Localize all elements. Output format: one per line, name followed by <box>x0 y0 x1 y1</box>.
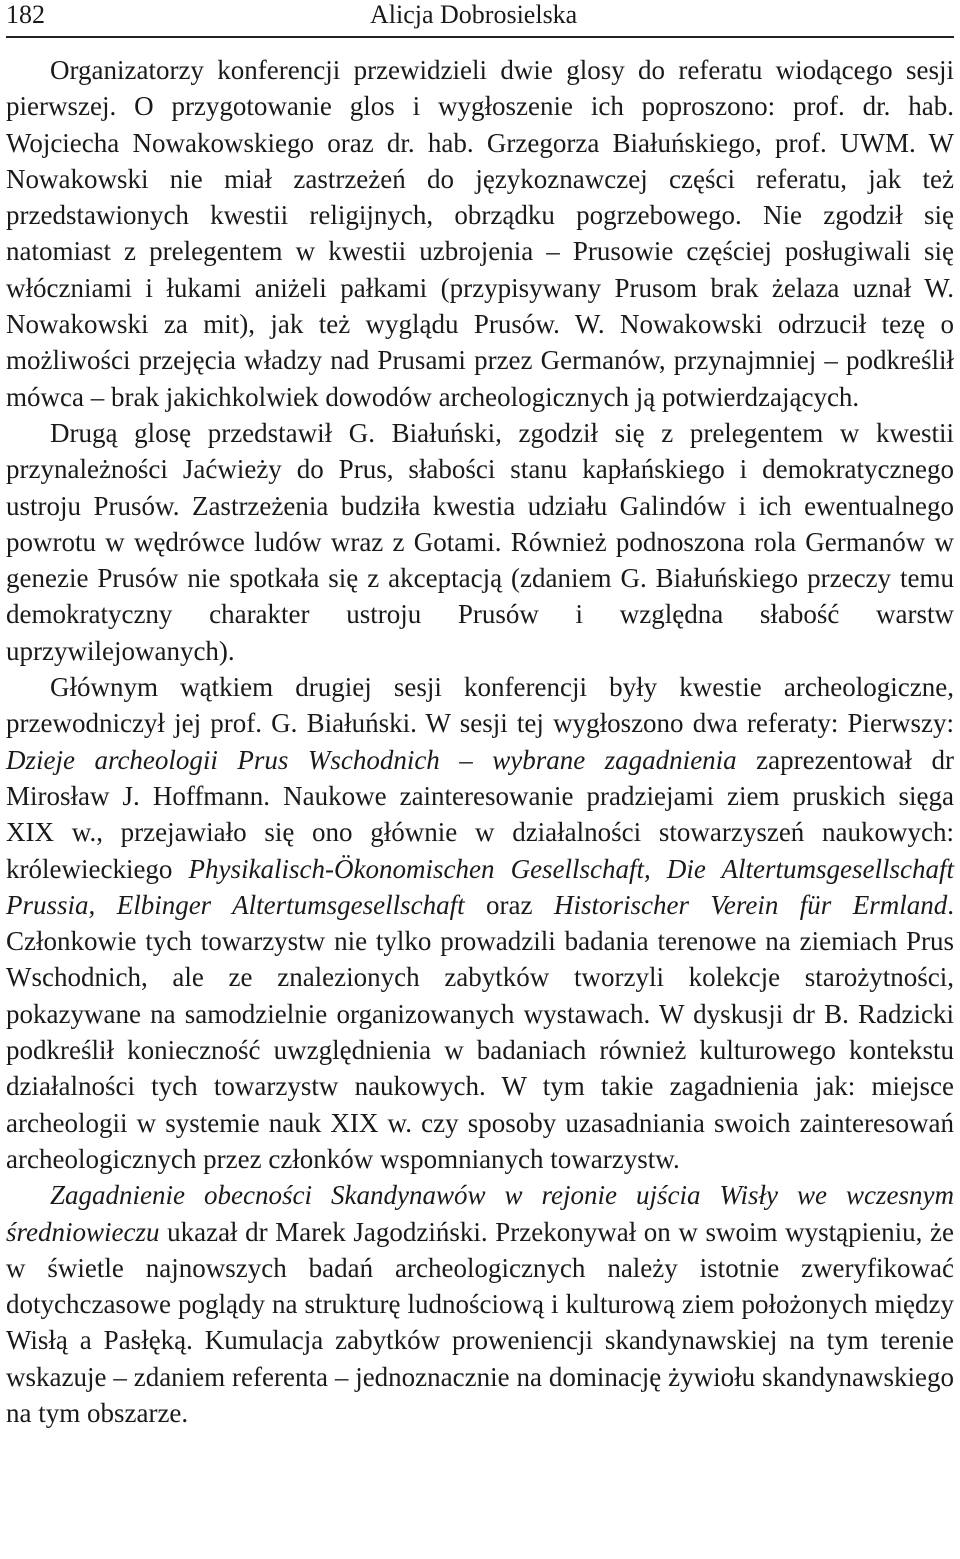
paragraph <box>6 1177 954 1431</box>
paragraph <box>6 669 954 1177</box>
italic-title: Dzieje archeologii Prus Wschodnich – wybrane zagadnienia <box>6 744 737 775</box>
paragraph-text: Głównym wątkiem drugiej sesji konferencji były kwestie archeologiczne, przewodniczył jej prof. G. Białuński. W sesji tej wygłoszono dwa referaty: Pierwszy: <box>6 672 954 739</box>
running-title: Alicja Dobrosielska <box>370 0 578 29</box>
header-rule <box>6 36 954 38</box>
paragraph-text: zaprezentował dr Mirosław J. Hoffmann. Naukowe zainteresowanie pradziejami ziem pruskich sięga XIX w., przejawiało się ono głównie w działalności stowarzyszeń naukowych: królewieckiego <box>6 744 954 884</box>
paragraph <box>6 415 954 669</box>
paragraph-text: Organizatorzy konferencji przewidzieli dwie glosy do referatu wiodącego sesji pierwszej. O przygotowanie glos i wygłoszenie ich poproszono: prof. dr. hab. Wojciecha Nowakowskiego oraz dr. hab. Grzegorza Białuńskiego, prof. UWM. W Nowakowski nie miał zastrzeżeń do językoznawczej części referatu, jak też przedstawionych kwestii religijnych, obrządku pogrzebowego. Nie zgodził się natomiast z prelegentem w kwestii uzbrojenia – Prusowie częściej posługiwali się włóczniami i łukami aniżeli pałkami (przypisywany Prusom brak żelaza uznał W. Nowakowski za mit), jak też wyglądu Prusów. W. Nowakowski odrzucił tezę o możliwości przejęcia władzy nad Prusami przez Germanów, przynajmniej – podkreślił mówca – brak jakichkolwiek dowodów archeologicznych ją potwierdzających. <box>6 55 954 412</box>
page-number: 182 <box>6 0 45 29</box>
running-head <box>6 0 954 30</box>
italic-title: Zagadnienie obecności Skandynawów w rejonie ujścia Wisły we wczesnym średniowieczu <box>6 1180 954 1247</box>
paragraph-text: . Członkowie tych towarzystw nie tylko prowadzili badania terenowe na ziemiach Prus Wschodnich, ale ze znalezionych zabytków tworzyli kolekcje starożytności, pokazywane na samodzielnie organizowanych wystawach. W dyskusji dr B. Radzicki podkreślił konieczność uwzględnienia w badaniach również kulturowego kontekstu działalności tych towarzystw naukowych. W tym takie zagadnienia jak: miejsce archeologii w systemie nauk XIX w. czy sposoby uzasadniania swoich zainteresowań archeologicznych przez członków wspomnianych towarzystw. <box>6 889 954 1174</box>
body-text <box>6 52 954 1431</box>
paragraph-text: ukazał dr Marek Jagodziński. Przekonywał on w swoim wystąpieniu, że w świetle najnowszych badań archeologicznych należy istotnie zweryfikować dotychczasowe poglądy na strukturę ludnościową i kulturową ziem położonych między Wisłą a Pasłęką. Kumulacja zabytków proweniencji skandynawskiej na tym terenie wskazuje – zdaniem referenta – jednoznacznie na dominację żywiołu skandynawskiego na tym obszarze. <box>6 1216 954 1428</box>
paragraph-text: oraz <box>464 889 554 920</box>
paragraph <box>6 52 954 415</box>
italic-society-names: Physikalisch-Ökonomischen Gesellschaft, Die Altertumsgesellschaft Prussia, Elbinger Altertumsgesellschaft <box>6 853 954 920</box>
italic-society-name: Historischer Verein für Ermland <box>553 889 948 920</box>
paragraph-text: Drugą glosę przedstawił G. Białuński, zgodził się z prelegentem w kwestii przynależności Jaćwieży do Prus, słabości stanu kapłańskiego i demokratycznego ustroju Prusów. Zastrzeżenia budziła kwestia udziału Galindów i ich ewentualnego powrotu w wędrówce ludów wraz z Gotami. Również podnoszona rola Germanów w genezie Prusów nie spotkała się z akceptacją (zdaniem G. Białuńskiego przeczy temu demokratyczny charakter ustroju Prusów i względna słabość warstw uprzywilejowanych). <box>6 417 954 666</box>
